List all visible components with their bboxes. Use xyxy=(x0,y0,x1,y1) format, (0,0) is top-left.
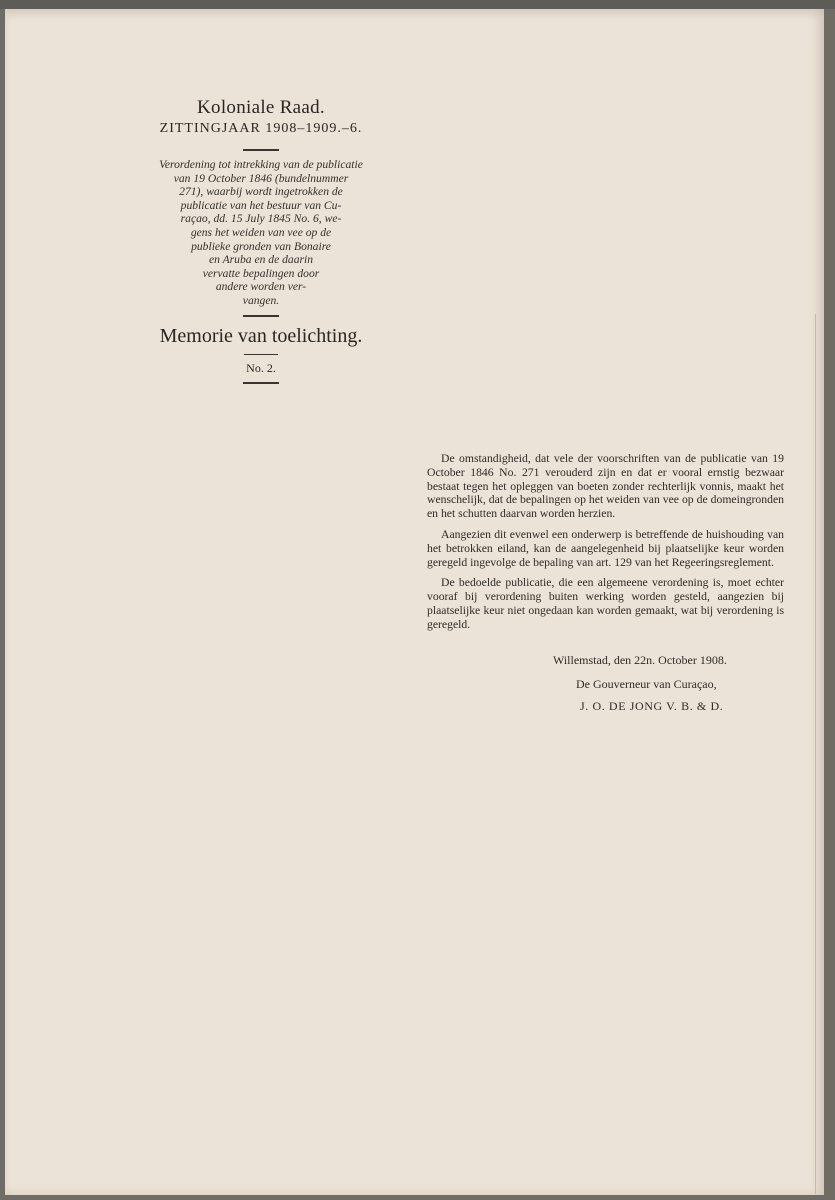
body-paragraph: Aangezien dit evenwel een onderwerp is betreffende de huishouding van het betrokken eiland, kan de aangelegenheid bij plaatselijke keur worden geregeld ingevolge de bepaling van art. 129 van het Regeeringsreglement. xyxy=(427,527,784,569)
subject-line: raçao, dd. 15 July 1845 No. 6, we- xyxy=(180,212,342,226)
subject-line: andere worden ver- xyxy=(215,280,307,294)
header-block xyxy=(135,96,387,384)
subject-block xyxy=(135,158,387,308)
subject-line: vangen. xyxy=(242,293,280,307)
divider-rule xyxy=(244,354,278,355)
governor-title: De Gouverneur van Curaçao, xyxy=(576,677,717,691)
signatory-name: J. O. DE JONG V. B. & D. xyxy=(580,699,724,713)
subject-line: van 19 October 1846 (bundelnummer xyxy=(173,171,349,185)
session-year: ZITTINGJAAR 1908–1909.–6. xyxy=(159,121,363,136)
divider-rule xyxy=(243,149,279,151)
subject-line: 271), waarbij wordt ingetrokken de xyxy=(179,185,343,199)
document-number: No. 2. xyxy=(246,360,276,375)
council-title: Koloniale Raad. xyxy=(197,97,325,118)
body-paragraph: De bedoelde publicatie, die een algemeene verordening is, moet echter vooraf bij verordening buiten werking worden gesteld, aangezien bij plaatselijke keur niet ongedaan kan worden gemaakt, wat bij verordening is geregeld. xyxy=(427,576,784,631)
subject-line: publicatie van het bestuur van Cu- xyxy=(180,198,342,212)
subject-line: Verordening tot intrekking van de publicatie xyxy=(159,158,363,171)
subject-line: gens het weiden van vee op de xyxy=(190,225,332,239)
body-paragraph: De omstandigheid, dat vele der voorschriften van de publicatie van 19 October 1846 No. 271 verouderd zijn en dat er vooral ernstig bezwaar bestaat tegen het opleggen van boeten zonder rechterlijk vonnis, maakt het wenschelijk, dat de bepalingen op het weiden van vee op de domeingronden en het schutten daarvan worden herzien. xyxy=(427,452,784,521)
subject-line: en Aruba en de daarin xyxy=(208,253,314,267)
subject-line: publieke gronden van Bonaire xyxy=(191,239,331,253)
scan-background xyxy=(0,0,835,9)
explanation-body xyxy=(427,452,784,639)
page-fold-line xyxy=(815,314,816,1194)
document-type-heading: Memorie van toelichting. xyxy=(159,324,363,347)
divider-rule xyxy=(243,315,279,317)
divider-rule xyxy=(243,382,279,384)
place-and-date: Willemstad, den 22n. October 1908. xyxy=(553,653,727,667)
subject-line: vervatte bepalingen door xyxy=(202,266,320,280)
